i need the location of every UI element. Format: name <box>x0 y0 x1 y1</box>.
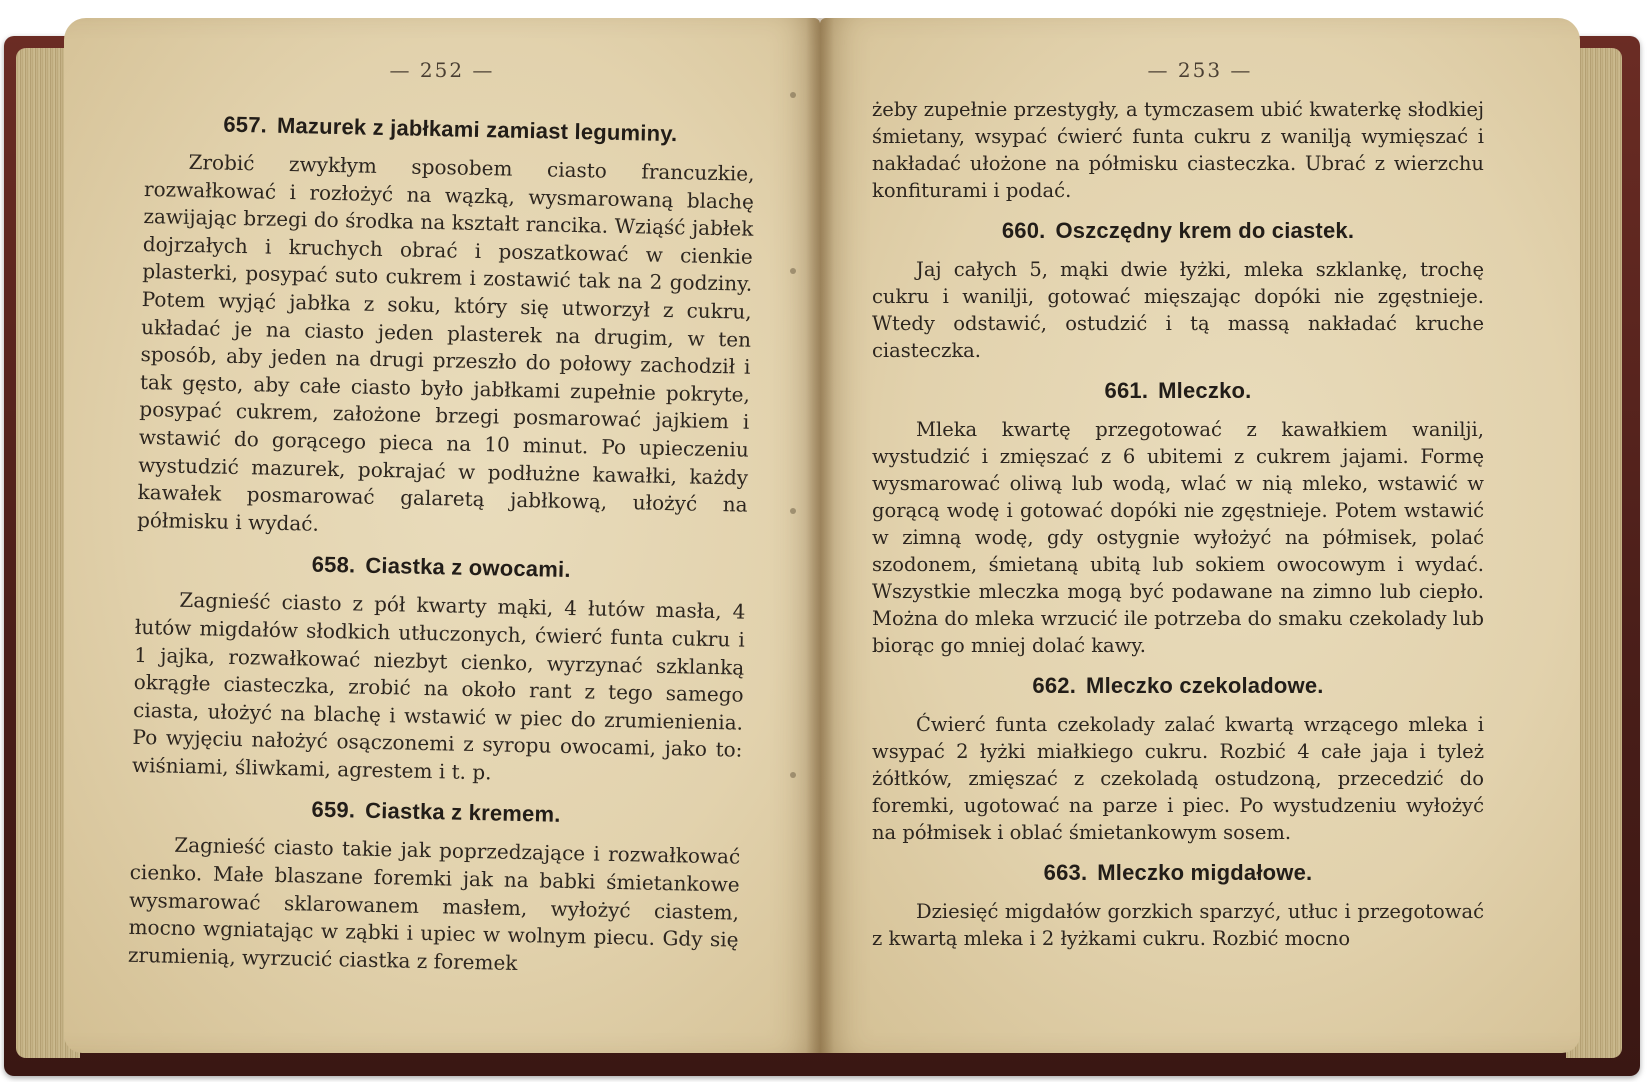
right-page <box>820 18 1580 1053</box>
recipe-number: 662. <box>1032 673 1077 698</box>
left-page <box>64 18 820 1053</box>
recipe-title: Mleczko. <box>1158 378 1252 403</box>
recipe-number: 661. <box>1104 378 1149 403</box>
recipe-title: Ciastka z owocami. <box>365 553 571 583</box>
recipe-number: 657. <box>223 111 268 138</box>
page-number: — 253 — <box>1147 58 1253 82</box>
recipe-number: 658. <box>311 551 356 578</box>
recipe-title: Mleczko czekoladowe. <box>1086 673 1324 698</box>
recipe-text: Jaj całych 5, mąki dwie łyżki, mleka szklankę, trochę cukru i wanilji, gotować mięszając dopóki nie zgęstnieje. Wtedy odstawić, ostudzić i tą massą nakładać kruche ciasteczka. <box>872 258 1484 362</box>
recipe-text: Zagnieść ciasto z pół kwarty mąki, 4 łutów masła, 4 łutów migdałów słodkich utłuczonych, ćwierć funta cukru i 1 jajka, rozwałkować niezbyt cienko, wyrzynać szklanką okrągłe ciasteczka, zrobić na około rant z tego samego ciasta, ułożyć na blachę i wstawić w piec do zrumienienia. Po wyjęciu nałożyć osączonemi z syropu owocami, jako to: wiśniami, śliwkami, agrestem i t. p. <box>131 588 746 785</box>
recipe-title: Mazurek z jabłkami zamiast leguminy. <box>276 112 678 147</box>
recipe-title: Oszczędny krem do ciastek. <box>1055 218 1355 243</box>
recipe-text: Dziesięć migdałów gorzkich sparzyć, utłuc i przegotować z kwartą mleka i 2 łyżkami cukru. Rozbić mocno <box>872 900 1484 950</box>
page-text <box>128 96 756 982</box>
recipe-heading <box>131 793 741 832</box>
recipe-title: Mleczko migdałowe. <box>1097 860 1313 885</box>
recipe-text: Mleka kwartę przegotować z kawałkiem wanilji, wystudzić i zmięszać z 6 ubitemi z cukrem jajami. Formę wysmarować oliwą lub wodą, wlać w nią mleko, wstawić w gorącą wodę i gotować dopóki nie zgęstnieje. Potem wstawić w zimną wodę, gdy ostygnie wyłożyć na półmisek, polać szodonem, śmietaną ubitą lub sokiem owocowym i wydać. Wszystkie mleczka mogą być podawane na zimno lub ciepło. Można do mleka wrzucić ile potrzeba do smaku czekolady lub biorąc go mniej dolać kawy. <box>872 418 1484 657</box>
binding-thread <box>790 92 796 98</box>
recipe-heading <box>872 673 1484 699</box>
binding-thread <box>790 772 796 778</box>
recipe-number: 660. <box>1001 218 1046 243</box>
recipe-text: Zagnieść ciasto takie jak poprzedzające i rozwałkować cienko. Małe blaszane foremki jak na babki śmietankowe wysmarować sklarowanem masłem, wyłożyć ciastem, mocno wgniatając w ząbki i upiec w wolnym piecu. Gdy się zrumienią, wyrzucić ciastka z foremek <box>127 833 741 975</box>
recipe-heading <box>872 218 1484 244</box>
book-gutter <box>806 18 834 1053</box>
recipe-heading <box>872 860 1484 886</box>
recipe-heading <box>145 110 755 149</box>
page-number: — 252 — <box>389 58 495 82</box>
recipe-number: 663. <box>1043 860 1088 885</box>
recipe-title: Ciastka z kremem. <box>364 798 561 828</box>
binding-thread <box>790 508 796 514</box>
binding-thread <box>790 268 796 274</box>
recipe-number: 659. <box>311 797 356 824</box>
recipe-heading <box>872 378 1484 404</box>
continued-text: żeby zupełnie przestygły, a tymczasem ubić kwaterkę słodkiej śmietany, wsypać ćwierć funta cukru z wanilją wymięszać i nakładać ułożone na półmisku ciasteczka. Ubrać z wierzchu konfiturami i podać. <box>872 98 1484 202</box>
page-text <box>872 96 1484 952</box>
recipe-text: Zrobić zwykłym sposobem ciasto francuzkie, rozwałkować i rozłożyć na wązką, wysmarowaną blachę zawijając brzegi do środka na kształt rancika. Wziąść jabłek dojrzałych i kruchych obrać i poszatkować w cienkie plasterki, posypać suto cukrem i zostawić tak na 2 godziny. Potem wyjąć jabłka z soku, który się utworzył z cukru, układać je na ciasto jeden plasterek na drugim, w ten sposób, aby jeden na drugi przeszło do połowy zachodził i tak gęsto, aby całe ciasto było jabłkami zupełnie pokryte, posypać cukrem, założone brzegi posmarować jajkiem i wstawić do gorącego pieca na 10 minut. Po upieczeniu wystudzić mazurek, pokrajać w podłużne kawałki, każdy kawałek posmarować galaretą jabłkową, ułożyć na półmisku i wydać. <box>136 149 755 536</box>
recipe-text: Ćwierć funta czekolady zalać kwartą wrzącego mleka i wsypać 2 łyżki miałkiego cukru. Rozbić 4 całe jaja i tyleż żółtków, zmięszać z czekoladą ostudzoną, przecedzić do foremki, ugotować na parze i piec. Po wystudzeniu wyłożyć na półmisek i oblać śmietankowym sosem. <box>872 713 1484 844</box>
recipe-heading <box>136 548 746 587</box>
